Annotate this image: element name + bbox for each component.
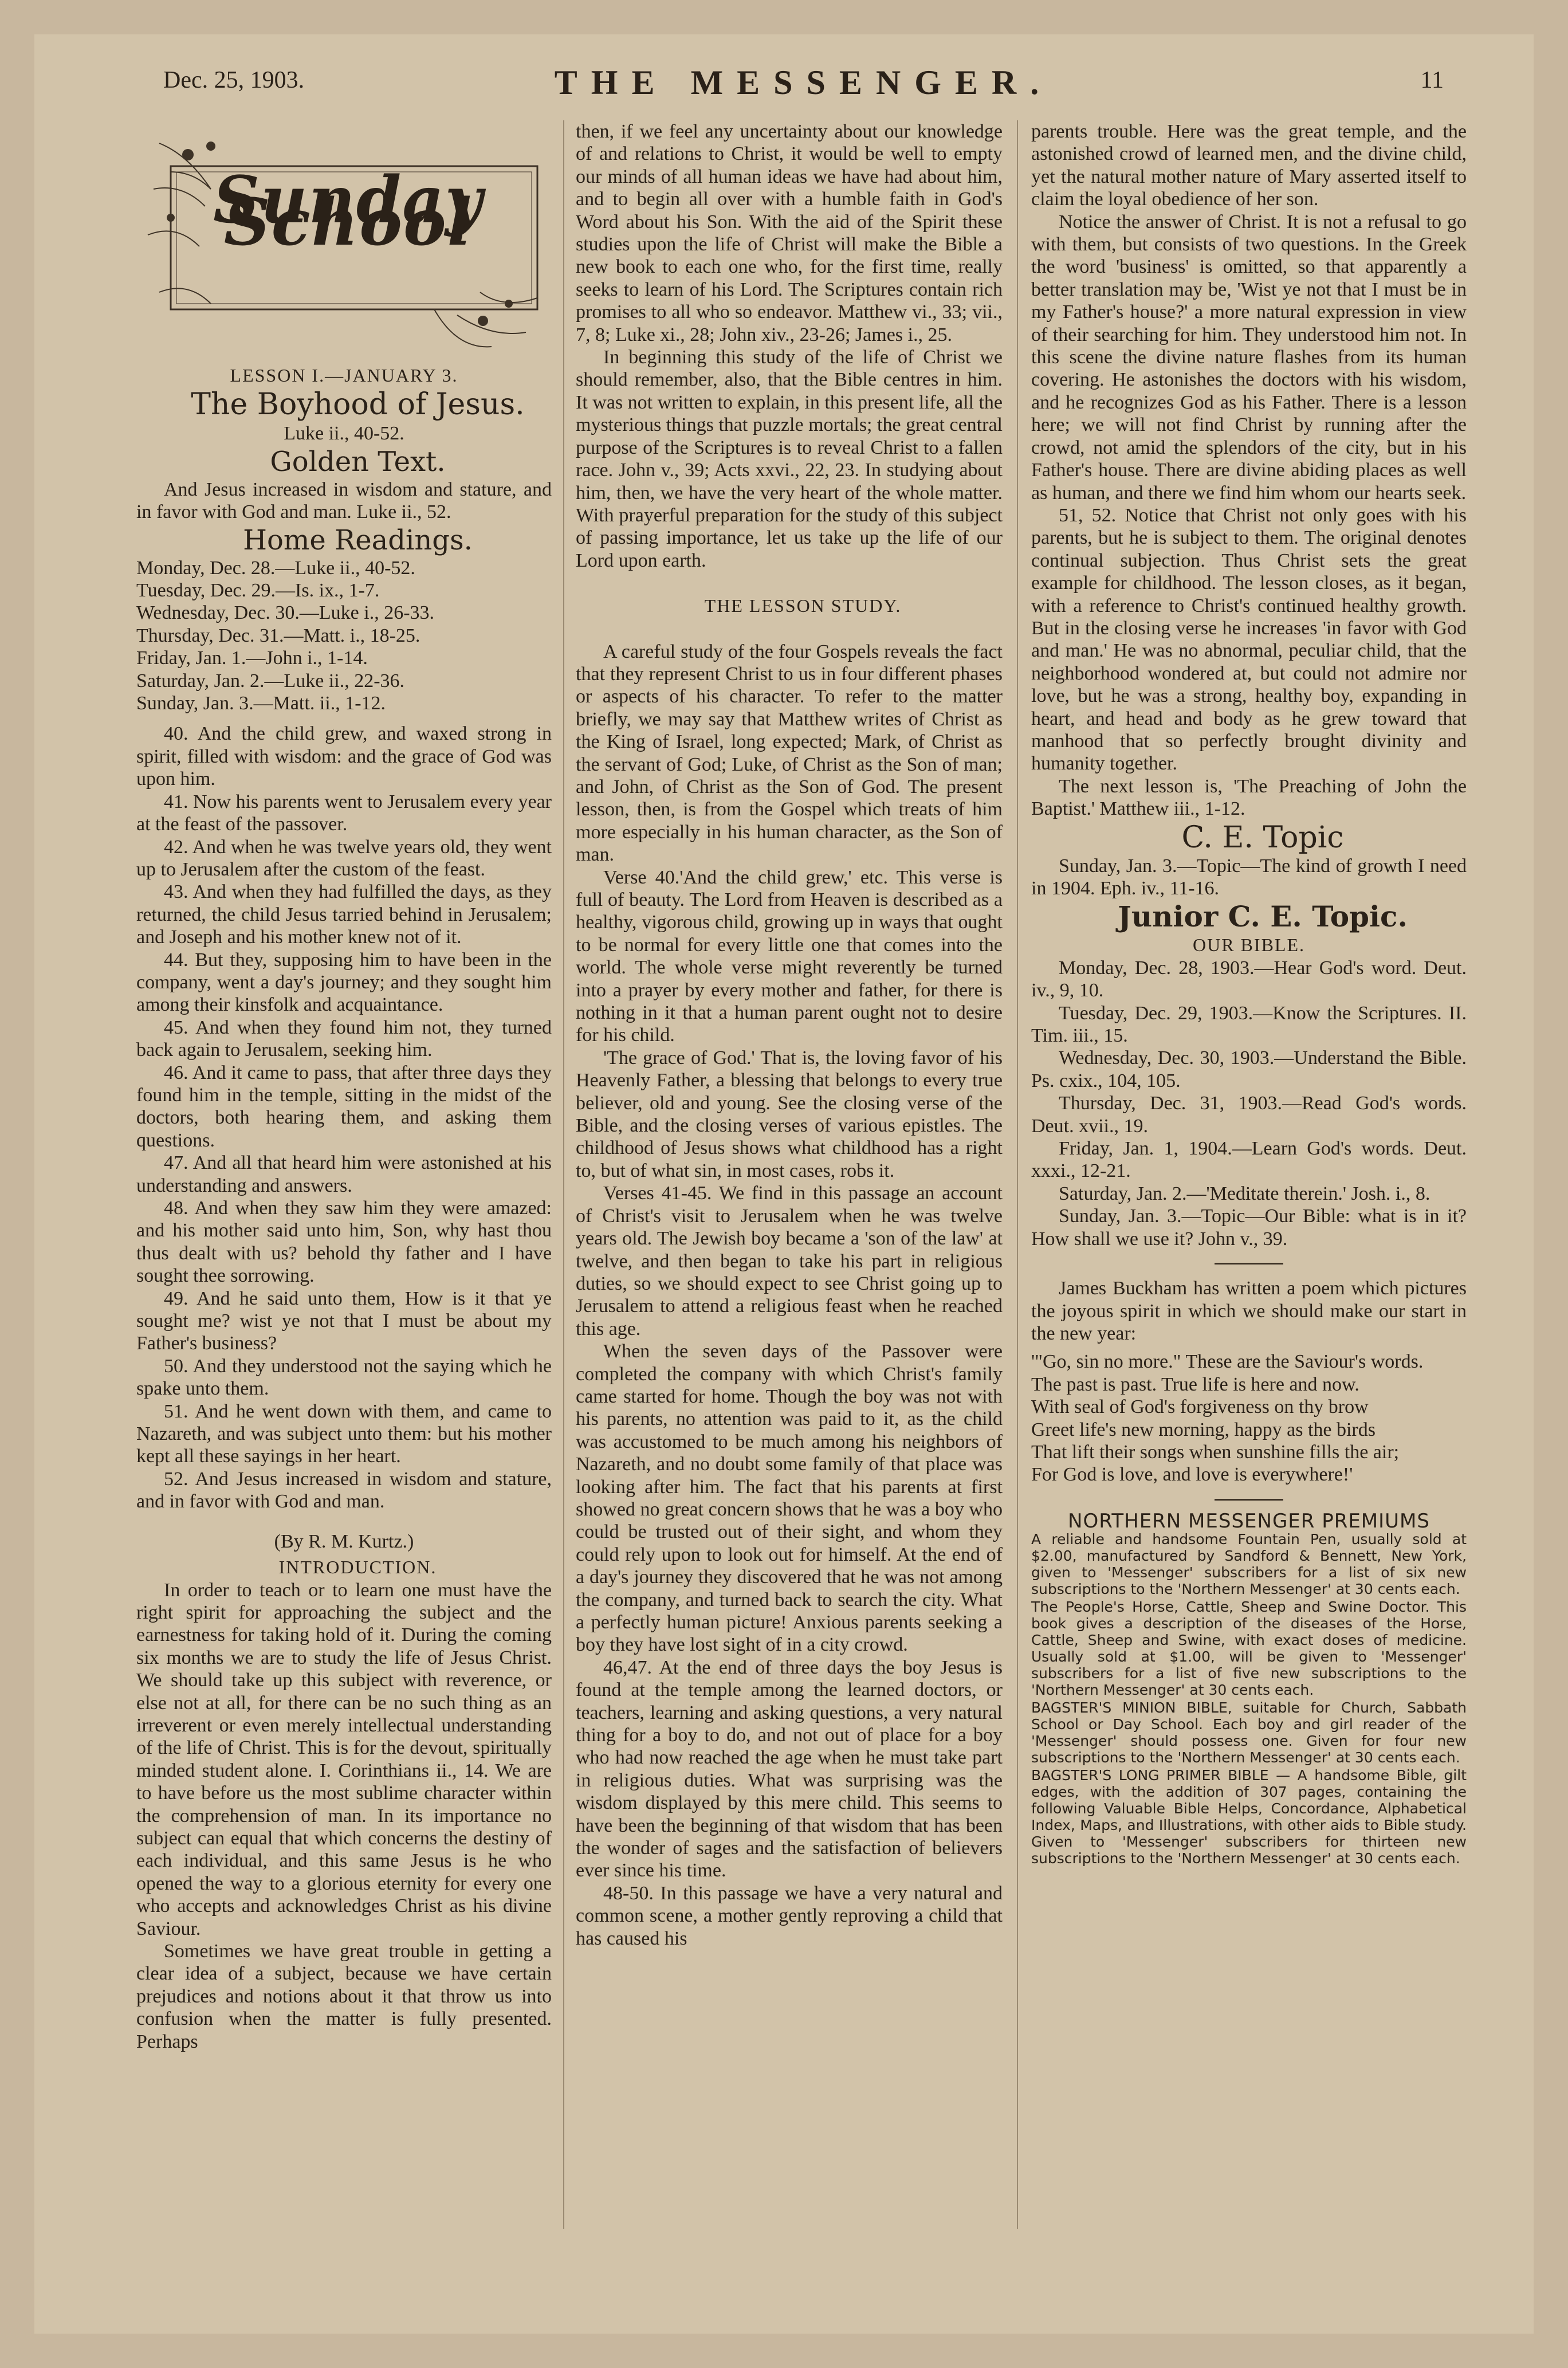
premium-item: BAGSTER'S MINION BIBLE, suitable for Church, Sabbath School or Day School. Each boy and girl reader of the 'Messenger' should possess one. Given for four new subscriptions to the 'Northern Messenger' at 30 cents each. (1031, 1699, 1467, 1766)
column-2 (576, 120, 1003, 2263)
poem-line: That lift their songs when sunshine fills the air; (1031, 1441, 1400, 1463)
verse: 46. And it came to pass, that after three days they found him in the temple, sitting in the midst of the doctors, both hearing them, and asking them questions. (136, 1062, 552, 1151)
issue-date: Dec. 25, 1903. (163, 67, 305, 93)
body-paragraph: A careful study of the four Gospels reveals the fact that they represent Christ to us in four different phases or aspects of his character. To refer to the matter briefly, we may say that Matthew writes of Christ as the King of Israel, long expected; Mark, of Christ as the servant of God; Luke, of Christ as the Son of man; and John, of Christ as the Son of God. The present lesson, then, is from the Gospel which treats of him more especially in his human character, as the Son of man. (576, 641, 1003, 866)
lesson-number: LESSON I.—JANUARY 3. (230, 365, 458, 386)
junior-topic-item: Thursday, Dec. 31, 1903.—Read God's words. Deut. xvii., 19. (1031, 1093, 1467, 1137)
body-paragraph: 'The grace of God.' That is, the loving favor of his Heavenly Father, a blessing that belongs to every true believer, old and young. See the closing verse of the Bible, and the closing verses of various epistles. The childhood of Jesus shows what childhood has a right to, but of what sin, in most cases, robs it. (576, 1047, 1003, 1181)
introduction-heading: INTRODUCTION. (278, 1557, 437, 1578)
junior-topic-item: Friday, Jan. 1, 1904.—Learn God's words. Deut. xxxi., 12-21. (1031, 1138, 1467, 1182)
junior-ce-topic-heading: Junior C. E. Topic. (1118, 900, 1408, 934)
lesson-study-heading: THE LESSON STUDY. (704, 595, 902, 616)
verse: 41. Now his parents went to Jerusalem every year at the feast of the passover. (136, 791, 552, 835)
lesson-reference: Luke ii., 40-52. (284, 423, 404, 445)
verse: 52. And Jesus increased in wisdom and stature, and in favor with God and man. (136, 1468, 552, 1513)
premiums-section (1031, 1509, 1467, 1867)
column-1 (136, 120, 552, 2263)
poem-line: With seal of God's forgiveness on thy brow (1031, 1396, 1369, 1418)
sunday-school-banner (136, 120, 552, 355)
introduction-paragraph: Sometimes we have great trouble in getting a clear idea of a subject, because we have certain prejudices and notions about it that throw us into confusion when the matter is fully presented. Perhaps (136, 1941, 552, 2052)
verse: 42. And when he was twelve years old, they went up to Jerusalem after the custom of the feast. (136, 836, 552, 880)
poem (1031, 1350, 1467, 1486)
body-paragraph: When the seven days of the Passover were completed the company with which Christ's family came started for home. Though the boy was not with his parents, no attention was paid to it, as the child was accustomed to be much among his neighbors of Nazareth, and no doubt some family of that place was looking after him. The fact that his parents at first showed no great concern shows that he was a boy who could be trusted out of their sight, and whom they could rely upon to look out for himself. At the end of a day's journey they discovered that he was not among the company, and turned back to search the city. What a perfectly human picture! Anxious parents seeking a boy they have lost sight of in a city crowd. (576, 1341, 1003, 1656)
poem-line: For God is love, and love is everywhere!' (1031, 1464, 1353, 1486)
premiums-heading: NORTHERN MESSENGER PREMIUMS (1068, 1509, 1430, 1533)
body-paragraph: 46,47. At the end of three days the boy Jesus is found at the temple among the learned doctors, or teachers, learning and asking questions, a very natural thing for a boy to do, and not out of place for a boy who had now reached the age when he must take part in religious duties. What was surprising was the wisdom displayed by this mere child. This seems to have been the beginning of that wisdom that has been the wonder of sages and the satisfaction of believers ever since his time. (576, 1656, 1003, 1882)
verse: 40. And the child grew, and waxed strong in spirit, filled with wisdom: and the grace of God was upon him. (136, 723, 552, 790)
masthead-title: THE MESSENGER. (554, 64, 1053, 101)
introduction-paragraph: In order to teach or to learn one must have the right spirit for approaching the subject and the earnestness for taking hold of it. During the coming six months we are to study the life of Jesus Christ. We should take up this subject with reverence, or else not at all, for there can be no such thing as an irreverent or even merely intellectual understanding of the life of Christ. This is for the devout, spiritually minded student alone. I. Corinthians ii., 14. We are to have before us the most sublime character within the comprehension of man. In its importance no subject can equal that which concerns the destiny of each individual, and this same Jesus is he who opened the way to a glorious eternity for every one who accepts and acknowledges Christ as his divine Saviour. (136, 1579, 552, 1939)
lesson-title: The Boyhood of Jesus. (191, 387, 525, 422)
verse: 51. And he went down with them, and came to Nazareth, and was subject unto them: but his mother kept all these sayings in her heart. (136, 1400, 552, 1467)
column-3 (1031, 120, 1467, 2263)
reading-item: Tuesday, Dec. 29.—Is. ix., 1-7. (136, 580, 380, 602)
ce-topic-text: Sunday, Jan. 3.—Topic—The kind of growth I need in 1904. Eph. iv., 11-16. (1031, 855, 1467, 899)
verse: 48. And when they saw him they were amazed: and his mother said unto him, Son, why hast thou thus dealt with us? behold thy father and I have sought thee sorrowing. (136, 1197, 552, 1287)
premium-item: The People's Horse, Cattle, Sheep and Swine Doctor. This book gives a description of the diseases of the Horse, Cattle, Sheep and Swine, with exact doses of medicine. Usually sold at $1.00, will be given to 'Messenger' subscribers for a list of five new subscriptions to the 'Northern Messenger' at 30 cents each. (1031, 1598, 1467, 1698)
premium-item: A reliable and handsome Fountain Pen, usually sold at $2.00, manufactured by Sandford & Bennett, New York, given to 'Messenger' subscribers for a list of six new subscriptions to the 'Northern Messenger' at 30 cents each. (1031, 1530, 1467, 1597)
home-readings-heading: Home Readings. (243, 524, 473, 556)
body-paragraph: 48-50. In this passage we have a very natural and common scene, a mother gently reproving a child that has caused his (576, 1882, 1003, 1949)
body-paragraph: Notice the answer of Christ. It is not a refusal to go with them, but consists of two questions. In the Greek the word 'business' is omitted, so that apparently a better translation may be, 'Wist ye not that I must be in my Father's house?' a more natural expression in view of their searching for him. They understood him not. In this scene the divine nature flashes from its human covering. He astonishes the doctors with his wisdom, and he recognizes God as his Father. There is a lesson here; we will not find Christ by running after the crowd, not amid the splendors of the city, but in his Father's house. There are divine abiding places as well as human, and there we find him whom our hearts seek. (1031, 211, 1467, 504)
running-header (163, 63, 1444, 103)
golden-text: And Jesus increased in wisdom and stature, and in favor with God and man. Luke ii., 52. (136, 478, 552, 523)
reading-item: Saturday, Jan. 2.—Luke ii., 22-36. (136, 670, 405, 692)
verse: 49. And he said unto them, How is it that ye sought me? wist ye not that I must be about my Father's business? (136, 1287, 552, 1354)
ce-topic-heading: C. E. Topic (1181, 820, 1344, 855)
junior-topic-item: Wednesday, Dec. 30, 1903.—Understand the Bible. Ps. cxix., 104, 105. (1031, 1047, 1467, 1091)
banner-title: Sunday School (213, 163, 484, 261)
column-divider (1017, 120, 1018, 2229)
verse: 50. And they understood not the saying which he spake unto them. (136, 1355, 552, 1400)
byline: (By R. M. Kurtz.) (274, 1530, 414, 1552)
body-paragraph: 51, 52. Notice that Christ not only goes with his parents, but he is subject to them. The original denotes continual subjection. Thus Christ sets the great example for childhood. The lesson closes, as it began, with a reference to Christ's continued healthy growth. But in the closing verse he increases 'in favor with God and man.' He was no abnormal, peculiar child, that the neighborhood wondered at, but could not admire nor love, but he was a strong, healthy boy, expanding in heart, and head and body as he grew toward that manhood that so perfectly brought divinity and humanity together. (1031, 504, 1467, 775)
verse: 47. And all that heard him were astonished at his understanding and answers. (136, 1152, 552, 1196)
poem-intro: James Buckham has written a poem which pictures the joyous spirit in which we should make our start in the new year: (1031, 1278, 1467, 1344)
premium-item: BAGSTER'S LONG PRIMER BIBLE — A handsome Bible, gilt edges, with the addition of 307 pages, containing the following Valuable Bible Helps, Concordance, Alphabetical Index, Maps, and Illustrations, with other aids to Bible study. Given to 'Messenger' subscribers for thirteen new subscriptions to the 'Northern Messenger' at 30 cents each. (1031, 1766, 1467, 1867)
verse: 44. But they, supposing him to have been in the company, went a day's journey; and they sought him among their kinsfolk and acquaintance. (136, 949, 552, 1016)
body-paragraph: In beginning this study of the life of Christ we should remember, also, that the Bible centres in him. It was not written to explain, in this present life, all the mysterious things that puzzle mortals; the great central purpose of the Scriptures is to reveal Christ to a fallen race. John v., 39; Acts xxvi., 22, 23. In studying about him, then, we have the very heart of the whole matter. With prayerful preparation for the study of this subject of passing importance, let us take up the life of our Lord upon earth. (576, 347, 1003, 571)
body-paragraph: Verses 41-45. We find in this passage an account of Christ's visit to Jerusalem when he was twelve years old. The Jewish boy became a 'son of the law' at twelve, and then began to take his part in religious duties, so we should expect to see Christ going up to Jerusalem to attend a religious feast when he reached this age. (576, 1183, 1003, 1340)
junior-topic-item: Tuesday, Dec. 29, 1903.—Know the Scriptures. II. Tim. iii., 15. (1031, 1002, 1467, 1047)
section-divider (1215, 1263, 1283, 1264)
page-number: 11 (1420, 67, 1444, 93)
verse: 45. And when they found him not, they turned back again to Jerusalem, seeking him. (136, 1016, 552, 1061)
body-paragraph: The next lesson is, 'The Preaching of John the Baptist.' Matthew iii., 1-12. (1031, 775, 1467, 820)
verse: 43. And when they had fulfilled the days, as they returned, the child Jesus tarried behind in Jerusalem; and Joseph and his mother knew not of it. (136, 881, 552, 948)
junior-topic-item: Saturday, Jan. 2.—'Meditate therein.' Josh. i., 8. (1059, 1183, 1431, 1204)
scripture-verses (136, 722, 552, 1513)
reading-item: Thursday, Dec. 31.—Matt. i., 18-25. (136, 625, 421, 646)
reading-item: Wednesday, Dec. 30.—Luke i., 26-33. (136, 602, 435, 624)
body-paragraph: parents trouble. Here was the great temple, and the astonished crowd of learned men, and the divine child, yet the natural mother nature of Mary asserted itself to claim the loyal obedience of her son. (1031, 121, 1467, 210)
junior-topic-item: Monday, Dec. 28, 1903.—Hear God's word. Deut. iv., 9, 10. (1031, 957, 1467, 1002)
home-readings-list (136, 557, 552, 715)
poem-line: '"Go, sin no more." These are the Saviour's words. (1031, 1351, 1424, 1373)
reading-item: Friday, Jan. 1.—John i., 1-14. (136, 647, 368, 669)
reading-item: Sunday, Jan. 3.—Matt. ii., 1-12. (136, 693, 386, 714)
section-divider (1215, 1499, 1283, 1501)
junior-topic-item: Sunday, Jan. 3.—Topic—Our Bible: what is in it? How shall we use it? John v., 39. (1031, 1205, 1467, 1250)
our-bible-subheading: OUR BIBLE. (1193, 934, 1305, 956)
body-paragraph: Verse 40.'And the child grew,' etc. This verse is full of beauty. The Lord from Heaven is described as a healthy, vigorous child, growing up in ways that ought to be normal for every little one that comes into the world. The whole verse might reverently be turned into a prayer by every mother and father, for there is nothing in it that a human parent ought not to desire for his child. (576, 866, 1003, 1046)
golden-text-heading: Golden Text. (270, 445, 446, 478)
poem-line: The past is past. True life is here and now. (1031, 1373, 1359, 1395)
poem-line: Greet life's new morning, happy as the birds (1031, 1419, 1376, 1440)
body-paragraph: then, if we feel any uncertainty about our knowledge of and relations to Christ, it would be well to empty our minds of all human ideas we have had about him, and to begin all over with a humble faith in God's Word about his Son. With the aid of the Spirit these studies upon the life of Christ will make the Bible a new book to each one who, for the first time, really seeks to learn of his Lord. The Scriptures contain rich promises to all who so endeavor. Matthew vi., 33; vii., 7, 8; Luke xi., 28; John xiv., 23-26; James i., 25. (576, 121, 1003, 345)
reading-item: Monday, Dec. 28.—Luke ii., 40-52. (136, 557, 415, 579)
junior-topic-list (1031, 957, 1467, 1250)
column-divider (563, 120, 564, 2229)
